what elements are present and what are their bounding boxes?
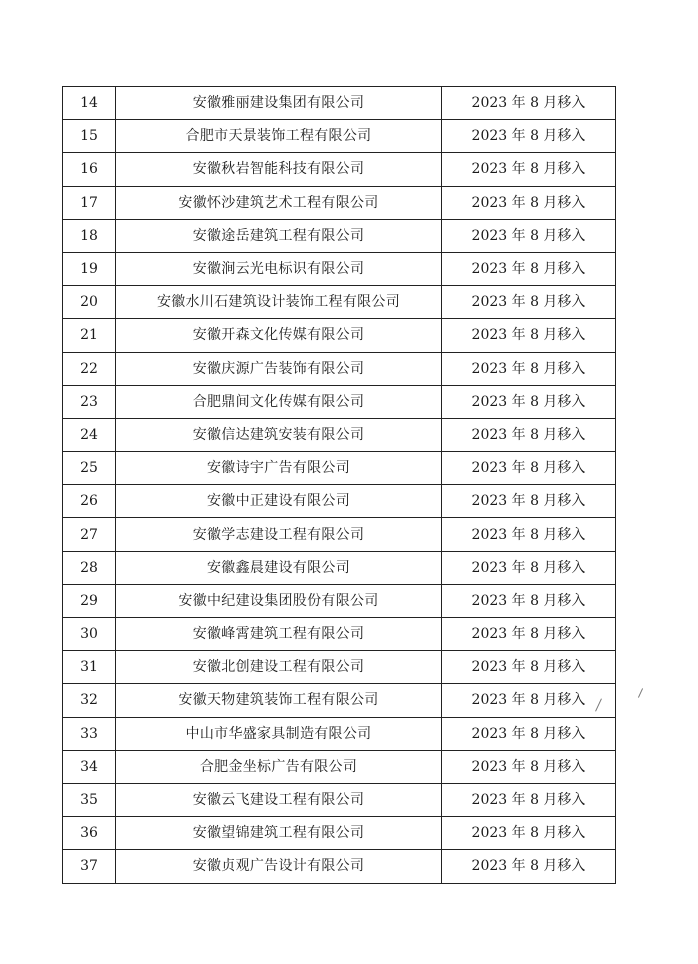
transfer-date-cell: 2023 年 8 月移入 (442, 319, 616, 352)
company-name-cell: 安徽途岳建筑工程有限公司 (116, 219, 442, 252)
table-row (63, 850, 616, 883)
row-number-cell: 26 (63, 485, 116, 518)
table-row (63, 252, 616, 285)
table-row (63, 651, 616, 684)
transfer-date-cell: 2023 年 8 月移入 (442, 352, 616, 385)
company-name-cell: 中山市华盛家具制造有限公司 (116, 717, 442, 750)
company-name-cell: 合肥市天景装饰工程有限公司 (116, 120, 442, 153)
row-number-cell: 20 (63, 286, 116, 319)
company-name-cell: 安徽望锦建筑工程有限公司 (116, 817, 442, 850)
row-number-cell: 22 (63, 352, 116, 385)
transfer-date-cell: 2023 年 8 月移入 (442, 120, 616, 153)
row-number-cell: 37 (63, 850, 116, 883)
row-number-cell: 24 (63, 418, 116, 451)
table-row (63, 319, 616, 352)
company-name-cell: 安徽云飞建设工程有限公司 (116, 783, 442, 816)
row-number-cell: 23 (63, 385, 116, 418)
row-number-cell: 27 (63, 518, 116, 551)
transfer-date-cell: 2023 年 8 月移入 (442, 252, 616, 285)
row-number-cell: 33 (63, 717, 116, 750)
transfer-date-cell: 2023 年 8 月移入 (442, 153, 616, 186)
transfer-date-cell: 2023 年 8 月移入 (442, 87, 616, 120)
table-row (63, 120, 616, 153)
table-row (63, 418, 616, 451)
company-name-cell: 安徽贞观广告设计有限公司 (116, 850, 442, 883)
table-row (63, 750, 616, 783)
table-row (63, 485, 616, 518)
company-name-cell: 安徽天物建筑装饰工程有限公司 (116, 684, 442, 717)
table-row (63, 186, 616, 219)
row-number-cell: 18 (63, 219, 116, 252)
table-row (63, 518, 616, 551)
transfer-date-cell: 2023 年 8 月移入 (442, 817, 616, 850)
transfer-date-cell: 2023 年 8 月移入 (442, 186, 616, 219)
table-row (63, 584, 616, 617)
transfer-date-cell: 2023 年 8 月移入 (442, 385, 616, 418)
table-row (63, 783, 616, 816)
transfer-date-cell: 2023 年 8 月移入 (442, 452, 616, 485)
table-row (63, 452, 616, 485)
transfer-date-cell: 2023 年 8 月移入 (442, 485, 616, 518)
company-name-cell: 安徽开森文化传媒有限公司 (116, 319, 442, 352)
row-number-cell: 30 (63, 618, 116, 651)
scan-mark (638, 688, 643, 697)
company-name-cell: 安徽信达建筑安装有限公司 (116, 418, 442, 451)
row-number-cell: 25 (63, 452, 116, 485)
transfer-date-cell: 2023 年 8 月移入 (442, 584, 616, 617)
transfer-date-cell: 2023 年 8 月移入 (442, 618, 616, 651)
company-name-cell: 安徽峰霄建筑工程有限公司 (116, 618, 442, 651)
table-row (63, 219, 616, 252)
company-name-cell: 安徽中纪建设集团股份有限公司 (116, 584, 442, 617)
row-number-cell: 36 (63, 817, 116, 850)
company-name-cell: 安徽诗宇广告有限公司 (116, 452, 442, 485)
transfer-date-cell: 2023 年 8 月移入 (442, 418, 616, 451)
row-number-cell: 29 (63, 584, 116, 617)
row-number-cell: 14 (63, 87, 116, 120)
transfer-date-cell: 2023 年 8 月移入 (442, 551, 616, 584)
row-number-cell: 17 (63, 186, 116, 219)
company-name-cell: 安徽秋岩智能科技有限公司 (116, 153, 442, 186)
company-name-cell: 合肥金坐标广告有限公司 (116, 750, 442, 783)
row-number-cell: 31 (63, 651, 116, 684)
company-name-cell: 安徽涧云光电标识有限公司 (116, 252, 442, 285)
table-row (63, 153, 616, 186)
company-name-cell: 安徽鑫晨建设有限公司 (116, 551, 442, 584)
table-body (63, 87, 616, 884)
company-name-cell: 安徽雅丽建设集团有限公司 (116, 87, 442, 120)
row-number-cell: 28 (63, 551, 116, 584)
transfer-date-cell: 2023 年 8 月移入 (442, 684, 616, 717)
table-row (63, 717, 616, 750)
row-number-cell: 19 (63, 252, 116, 285)
row-number-cell: 21 (63, 319, 116, 352)
row-number-cell: 15 (63, 120, 116, 153)
company-name-cell: 安徽中正建设有限公司 (116, 485, 442, 518)
company-name-cell: 安徽怀沙建筑艺术工程有限公司 (116, 186, 442, 219)
company-name-cell: 合肥鼎间文化传媒有限公司 (116, 385, 442, 418)
company-name-cell: 安徽庆源广告装饰有限公司 (116, 352, 442, 385)
transfer-date-cell: 2023 年 8 月移入 (442, 518, 616, 551)
transfer-date-cell: 2023 年 8 月移入 (442, 286, 616, 319)
row-number-cell: 16 (63, 153, 116, 186)
transfer-date-cell: 2023 年 8 月移入 (442, 219, 616, 252)
table-row (63, 87, 616, 120)
company-name-cell: 安徽水川石建筑设计装饰工程有限公司 (116, 286, 442, 319)
row-number-cell: 34 (63, 750, 116, 783)
table-row (63, 817, 616, 850)
transfer-date-cell: 2023 年 8 月移入 (442, 750, 616, 783)
row-number-cell: 32 (63, 684, 116, 717)
company-name-cell: 安徽学志建设工程有限公司 (116, 518, 442, 551)
transfer-date-cell: 2023 年 8 月移入 (442, 717, 616, 750)
table-row (63, 385, 616, 418)
company-name-cell: 安徽北创建设工程有限公司 (116, 651, 442, 684)
transfer-date-cell: 2023 年 8 月移入 (442, 850, 616, 883)
company-transfer-table (62, 86, 616, 884)
transfer-date-cell: 2023 年 8 月移入 (442, 651, 616, 684)
table-row (63, 551, 616, 584)
table-row (63, 286, 616, 319)
row-number-cell: 35 (63, 783, 116, 816)
table-row (63, 352, 616, 385)
table-row (63, 618, 616, 651)
table-row (63, 684, 616, 717)
transfer-date-cell: 2023 年 8 月移入 (442, 783, 616, 816)
